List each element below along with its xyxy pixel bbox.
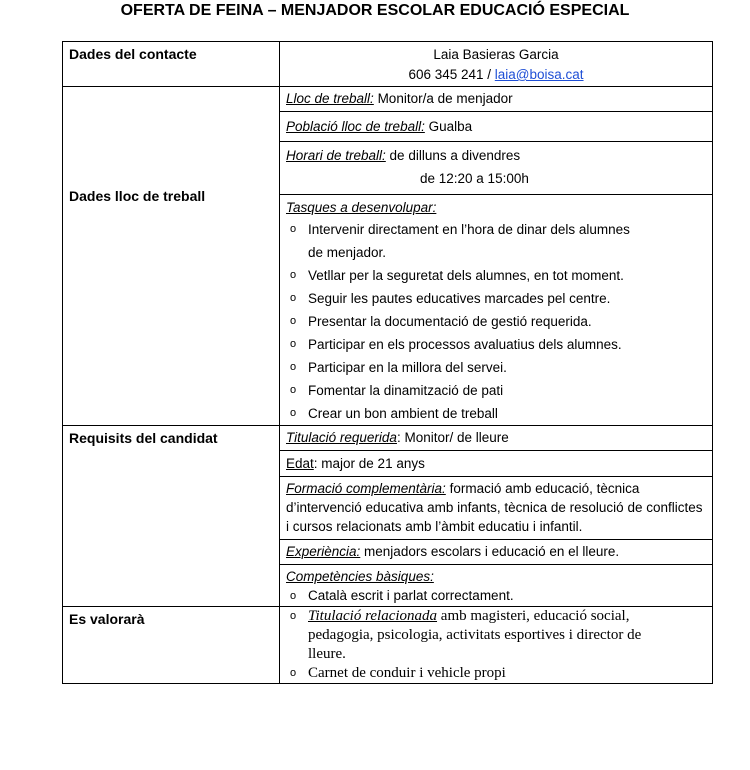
bullet-icon: o [290, 361, 297, 373]
horari-label: Horari de treball: [286, 148, 386, 163]
lloc-value: Monitor/a de menjador [373, 91, 513, 106]
contact-name: Laia Basieras Garcia [433, 47, 559, 62]
bullet-icon: o [290, 384, 297, 396]
bullet-icon: o [290, 590, 297, 602]
valued-cell [280, 607, 713, 684]
document-title: OFERTA DE FEINA – MENJADOR ESCOLAR EDUCACIÓ ESPECIAL [120, 2, 630, 19]
contact-phone-line [280, 65, 712, 86]
valued-item2: Carnet de conduir i vehicle propi [308, 665, 506, 681]
horari-time: de 12:20 a 15:00h [420, 171, 529, 186]
tasques-section [280, 194, 712, 425]
formacio-value: formació amb educació, tècnica d’intervenció educativa amb infants, tècnica de resolució de conflictes i cursos relacionats amb l’àmbit educatiu i infantil. [286, 481, 703, 534]
titulacio-label: Titulació requerida [286, 430, 397, 445]
list-item [286, 664, 706, 683]
horari-section [280, 141, 712, 194]
list-item: o Català escrit i parlat correctament. [286, 586, 706, 606]
poblacio-label: Població lloc de treball: [286, 119, 425, 134]
requirements-cell [280, 426, 713, 607]
list-item: o Participar en la millora del servei. [286, 356, 706, 379]
bullet-icon: o [290, 667, 297, 679]
edat-section [280, 450, 712, 476]
list-item: o Crear un bon ambient de treball [286, 402, 706, 425]
contact-cell [280, 42, 713, 87]
bullet-icon: o [290, 338, 297, 350]
competencies-label: Competències bàsiques: [286, 569, 434, 584]
valued-row [63, 607, 713, 684]
competencies-list [286, 586, 706, 606]
list-item: o Intervenir directament en l’hora de dinar dels alumnes de menjador. [286, 218, 638, 264]
contact-email-link[interactable]: laia@boisa.cat [494, 67, 584, 82]
list-item [286, 607, 648, 664]
bullet-icon: o [290, 407, 297, 419]
experiencia-label: Experiència: [286, 544, 361, 559]
bullet-icon: o [290, 269, 297, 281]
requirements-label: Requisits del candidat [63, 426, 280, 607]
valued-item1-label: Titulació relacionada [308, 608, 438, 624]
horari-value: de dilluns a divendres [385, 148, 521, 163]
poblacio-value: Gualba [424, 119, 473, 134]
contact-label: Dades del contacte [63, 42, 280, 87]
list-item: o Vetllar per la seguretat dels alumnes, en tot moment. [286, 264, 638, 287]
contact-row [63, 42, 713, 87]
workplace-label: Dades lloc de treball [63, 87, 280, 426]
list-item: o Seguir les pautes educatives marcades pel centre. [286, 287, 706, 310]
experiencia-section [280, 539, 712, 564]
edat-value: : major de 21 anys [313, 456, 425, 471]
tasques-label: Tasques a desenvolupar: [286, 200, 437, 215]
requirements-row [63, 426, 713, 607]
bullet-icon: o [290, 315, 297, 327]
competencies-section [280, 564, 712, 606]
bullet-icon: o [290, 223, 297, 235]
tasques-list [286, 218, 706, 425]
bullet-icon: o [290, 610, 297, 622]
workplace-cell [280, 87, 713, 426]
poblacio-section [280, 111, 712, 141]
workplace-row [63, 87, 713, 426]
list-item: o Presentar la documentació de gestió requerida. [286, 310, 706, 333]
experiencia-value: menjadors escolars i educació en el lleure. [360, 544, 620, 559]
valued-item1-value: amb magisteri, educació social, pedagogia, psicologia, activitats esportives i director de lleure. [308, 608, 642, 662]
list-item: o Participar en els processos avaluatius dels alumnes. [286, 333, 706, 356]
valued-list [280, 607, 712, 683]
valued-label: Es valorarà [63, 607, 280, 684]
titulacio-value: : Monitor/ de lleure [396, 430, 509, 445]
list-item: o Fomentar la dinamització de pati [286, 379, 706, 402]
titulacio-section [280, 426, 712, 450]
formacio-label: Formació complementària: [286, 481, 446, 496]
formacio-section [280, 476, 712, 539]
bullet-icon: o [290, 292, 297, 304]
lloc-section [280, 87, 712, 111]
lloc-label: Lloc de treball: [286, 91, 374, 106]
edat-label: Edat [286, 456, 314, 471]
contact-phone: 606 345 241 / [408, 67, 492, 82]
job-offer-table [62, 41, 713, 684]
